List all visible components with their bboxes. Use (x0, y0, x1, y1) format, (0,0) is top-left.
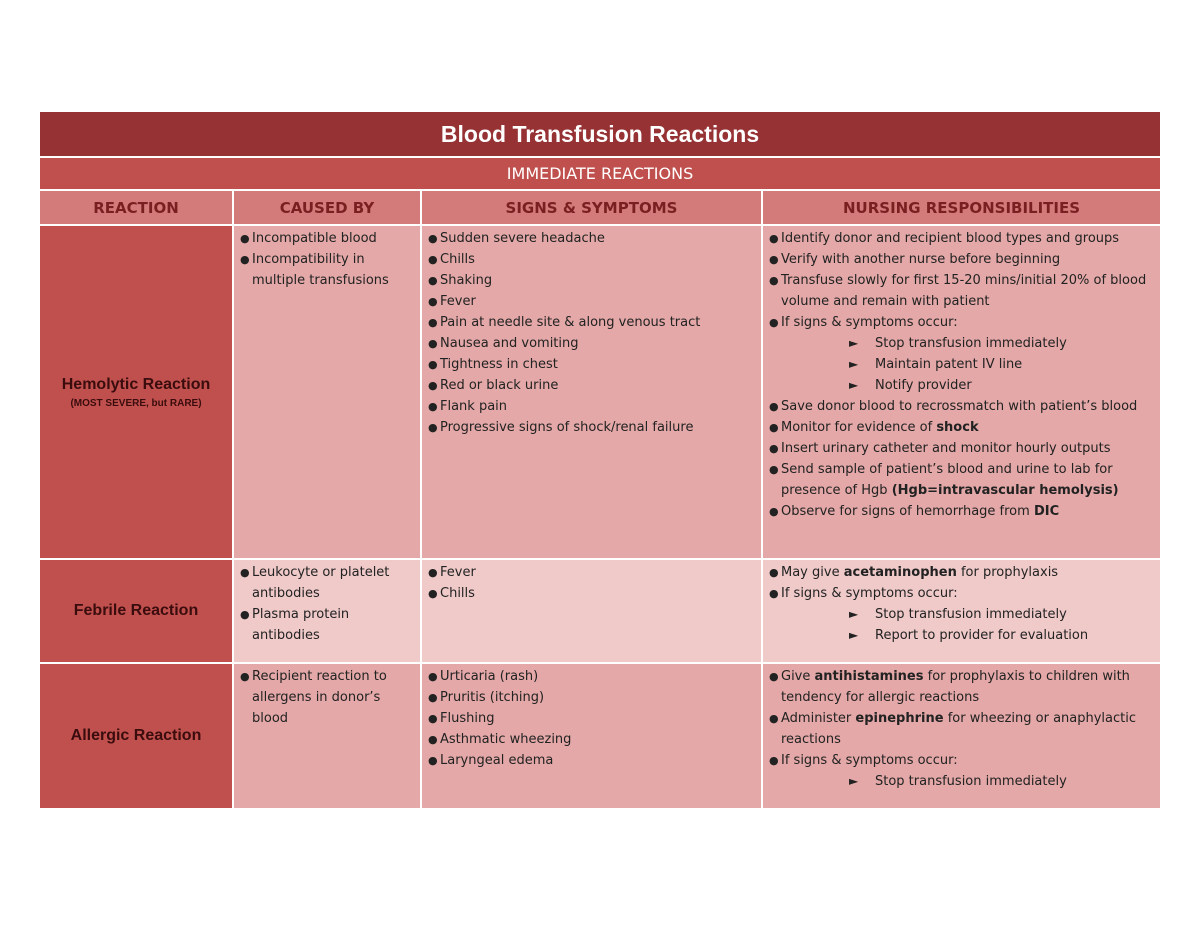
arrow-icon: ► (849, 336, 859, 350)
list-item: ● Observe for signs of hemorrhage from DIC (769, 504, 1060, 519)
list-item: ● Flushing (428, 711, 495, 726)
hemolytic-nursing-cell (762, 225, 1161, 559)
list-item: ● If signs & symptoms occur: (769, 315, 958, 330)
list-item: ● Sudden severe headache (428, 231, 605, 246)
list-item: ● Progressive signs of shock/renal failure (428, 420, 694, 435)
list-item: ● Flank pain (428, 399, 508, 414)
reactions-sheet (38, 110, 1160, 810)
list-item: ● Leukocyte or platelet antibodies (240, 565, 390, 601)
sub-item: ► Stop transfusion immediately (769, 333, 1154, 354)
list-item: ● Shaking (428, 273, 493, 288)
list-item: ● Plasma protein antibodies (240, 607, 350, 643)
list-item: ● Insert urinary catheter and monitor hourly outputs (769, 441, 1111, 456)
febrile-signs-cell (421, 559, 762, 663)
hemolytic-causes-cell (233, 225, 421, 559)
arrow-icon: ► (849, 378, 859, 392)
sub-item: ► Notify provider (769, 375, 1154, 396)
arrow-icon: ► (849, 357, 859, 371)
list-item: ● Administer epinephrine for wheezing or anaphylactic reactions (769, 711, 1137, 747)
list-item: ● Laryngeal edema (428, 753, 554, 768)
list-item: ● Red or black urine (428, 378, 559, 393)
febrile-reaction-cell (39, 559, 233, 663)
list-item: ● Pruritis (itching) (428, 690, 545, 705)
list-item: ● May give acetaminophen for prophylaxis (769, 565, 1059, 580)
hemolytic-signs-cell (421, 225, 762, 559)
list-item: ● Incompatible blood (240, 231, 377, 246)
list-item: ● Urticaria (rash) (428, 669, 539, 684)
allergic-row (39, 663, 1161, 809)
list-item: ● Nausea and vomiting (428, 336, 579, 351)
list-item: ● Send sample of patient’s blood and urine to lab for presence of Hgb (Hgb=intravascular hemolysis) (769, 462, 1119, 498)
hemolytic-row (39, 225, 1161, 559)
reaction-note: (MOST SEVERE, but RARE) (70, 397, 202, 409)
list-item: ● Monitor for evidence of shock (769, 420, 979, 435)
list-item: ● Pain at needle site & along venous tract (428, 315, 701, 330)
list-item: ● Transfuse slowly for first 15-20 mins/initial 20% of blood volume and remain with patient (769, 273, 1147, 309)
list-item: ● Chills (428, 586, 475, 601)
allergic-signs-cell (421, 663, 762, 809)
page-title: Blood Transfusion Reactions (39, 111, 1161, 157)
febrile-row (39, 559, 1161, 663)
sub-item: ► Stop transfusion immediately (769, 771, 1154, 792)
arrow-icon: ► (849, 774, 859, 788)
hemolytic-reaction-cell (39, 225, 233, 559)
sub-item: ► Report to provider for evaluation (769, 625, 1154, 646)
list-item: ● Fever (428, 294, 476, 309)
reactions-table (38, 110, 1162, 810)
list-item: ● Recipient reaction to allergens in donor’s blood (240, 669, 387, 726)
section-title: IMMEDIATE REACTIONS (39, 157, 1161, 190)
list-item: ● Identify donor and recipient blood types and groups (769, 231, 1120, 246)
list-item: ● Asthmatic wheezing (428, 732, 572, 747)
header-caused-by: CAUSED BY (233, 190, 421, 225)
arrow-icon: ► (849, 628, 859, 642)
header-reaction: REACTION (39, 190, 233, 225)
febrile-nursing-cell (762, 559, 1161, 663)
list-item: ● Chills (428, 252, 475, 267)
sub-item: ► Maintain patent IV line (769, 354, 1154, 375)
reaction-name: Hemolytic Reaction (61, 375, 211, 393)
febrile-causes-cell (233, 559, 421, 663)
header-signs-symptoms: SIGNS & SYMPTOMS (421, 190, 762, 225)
list-item: ● Give antihistamines for prophylaxis to children with tendency for allergic reactions (769, 669, 1130, 705)
allergic-reaction-cell (39, 663, 233, 809)
allergic-nursing-cell (762, 663, 1161, 809)
list-item: ● Incompatibility in multiple transfusions (240, 252, 389, 288)
list-item: ● If signs & symptoms occur: (769, 753, 958, 768)
reaction-name: Allergic Reaction (70, 727, 202, 744)
reaction-name: Febrile Reaction (73, 602, 199, 619)
sub-item: ► Stop transfusion immediately (769, 604, 1154, 625)
list-item: ● Save donor blood to recrossmatch with patient’s blood (769, 399, 1138, 414)
list-item: ● If signs & symptoms occur: (769, 586, 958, 601)
list-item: ● Verify with another nurse before beginning (769, 252, 1061, 267)
list-item: ● Tightness in chest (428, 357, 558, 372)
header-nursing-responsibilities: NURSING RESPONSIBILITIES (762, 190, 1161, 225)
allergic-causes-cell (233, 663, 421, 809)
arrow-icon: ► (849, 607, 859, 621)
list-item: ● Fever (428, 565, 476, 580)
